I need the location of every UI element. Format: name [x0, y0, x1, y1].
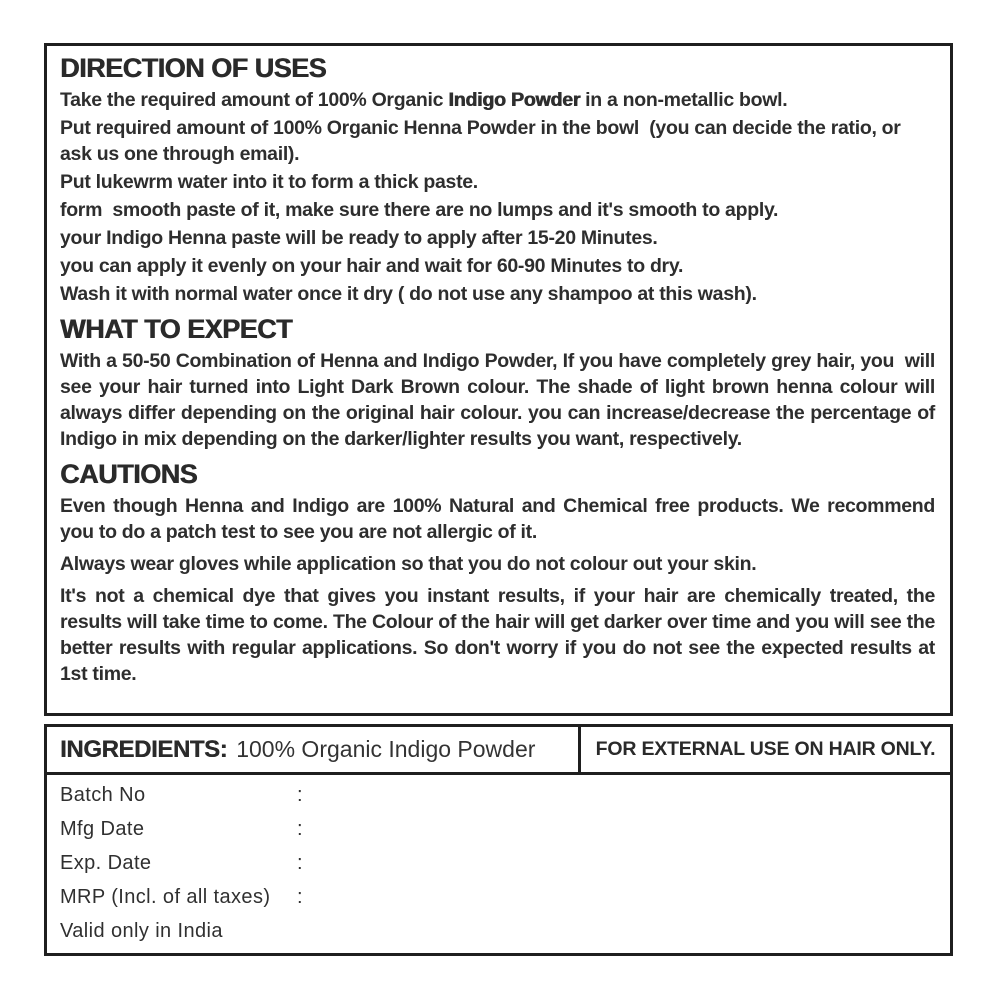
ingredients-label: INGREDIENTS: [60, 735, 228, 763]
direction-step-4: form smooth paste of it, make sure there are no lumps and it's smooth to apply. [60, 199, 779, 221]
mfg-date-label: Mfg Date [60, 818, 145, 840]
valid-only-note: Valid only in India [60, 920, 223, 942]
details-panel [44, 772, 953, 956]
direction-step-1-post: in a non-metallic bowl. [580, 89, 788, 111]
caution-paragraph-2: Always wear gloves while application so that you do not colour out your skin. [60, 553, 757, 575]
direction-step-1 [60, 87, 935, 113]
external-use-text: FOR EXTERNAL USE ON HAIR ONLY. [595, 738, 936, 760]
directions-title: DIRECTION OF USES [60, 53, 327, 83]
direction-step-6: you can apply it evenly on your hair and wait for 60-90 Minutes to dry. [60, 255, 684, 277]
mrp-separator: : [297, 886, 303, 908]
expect-title: WHAT TO EXPECT [60, 314, 293, 344]
main-panel [44, 43, 953, 716]
ingredients-value: 100% Organic Indigo Powder [236, 736, 536, 762]
mrp-label: MRP (Incl. of all taxes) [60, 886, 271, 908]
ingredients-strip [44, 724, 953, 772]
expect-paragraph: With a 50-50 Combination of Henna and Indigo Powder, If you have completely grey hair, you will see your hair turned into Light Dark Brown colour. The shade of light brown henna colour will always differ depending on the original hair colour. you can increase/decrease the percentage of Indigo in mix depending on the darker/lighter results you want, respectively. [60, 350, 935, 450]
batch-no-row [60, 784, 950, 806]
mfg-date-separator: : [297, 818, 303, 840]
direction-step-3: Put lukewrm water into it to form a thick paste. [60, 171, 478, 193]
exp-date-label: Exp. Date [60, 852, 152, 874]
batch-no-separator: : [297, 784, 303, 806]
indigo-powder-highlight: Indigo Powder [448, 89, 581, 111]
caution-paragraph-1: Even though Henna and Indigo are 100% Natural and Chemical free products. We recommend you to do a patch test to see you are not allergic of it. [60, 495, 935, 543]
mrp-row [60, 886, 950, 908]
direction-step-7: Wash it with normal water once it dry ( do not use any shampoo at this wash). [60, 283, 757, 305]
caution-paragraph-3: It's not a chemical dye that gives you instant results, if your hair are chemically treated, the results will take time to come. The Colour of the hair will get darker over time and you will see the better results with regular applications. So don't worry if you do not see the expected results at 1st time. [60, 585, 935, 685]
direction-step-2: Put required amount of 100% Organic Henna Powder in the bowl (you can decide the ratio, or ask us one through email). [60, 117, 901, 165]
ingredients-cell [47, 727, 578, 772]
mfg-date-row [60, 818, 950, 840]
direction-step-1-pre: Take the required amount of 100% Organic [60, 89, 449, 111]
cautions-title: CAUTIONS [60, 459, 197, 489]
external-use-cell [578, 727, 950, 772]
batch-no-label: Batch No [60, 784, 146, 806]
exp-date-separator: : [297, 852, 303, 874]
exp-date-row [60, 852, 950, 874]
direction-step-5: your Indigo Henna paste will be ready to apply after 15-20 Minutes. [60, 227, 658, 249]
